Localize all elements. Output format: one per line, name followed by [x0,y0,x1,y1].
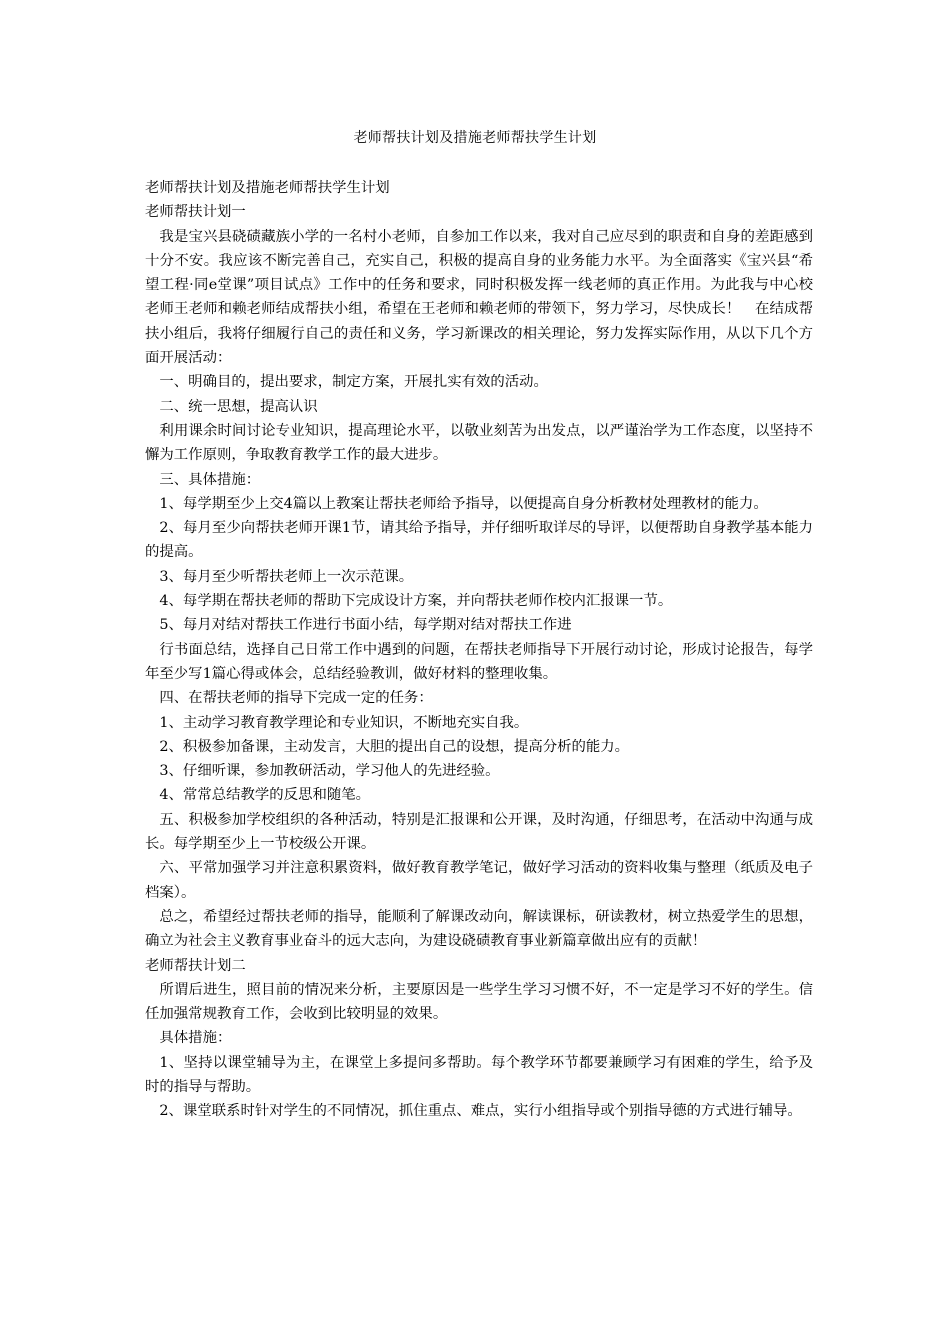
body-paragraph: 五、积极参加学校组织的各种活动，特别是汇报课和公开课，及时沟通，仔细思考，在活动中沟通与成长。每学期至少上一节校级公开课。 [145,811,813,853]
body-paragraph: 2、积极参加备课，主动发言，大胆的提出自己的设想，提高分析的能力。 [159,738,630,755]
body-paragraph: 3、每月至少听帮扶老师上一次示范课。 [159,568,414,585]
body-paragraph: 具体措施： [159,1030,232,1047]
body-paragraph: 六、平常加强学习并注意积累资料，做好教育教学笔记，做好学习活动的资料收集与整理（纸质及电子档案）。 [145,860,813,901]
body-paragraph: 所谓后进生，照目前的情况来分析，主要原因是一些学生学习习惯不好，不一定是学习不好的学生。信任加强常规教育工作，会收到比较明显的效果。 [145,981,813,1023]
section-heading: 老师帮扶计划一 [145,204,246,221]
body-paragraph: 利用课余时间讨论专业知识，提高理论水平，以敬业刻苦为出发点，以严谨治学为工作态度，以坚持不懈为工作原则，争取教育教学工作的最大进步。 [145,422,813,464]
body-paragraph: 我是宝兴县硗碛藏族小学的一名村小老师，自参加工作以来，我对自己应尽到的职责和自身的差距感到十分不安。我应该不断完善自己，充实自己，积极的提高自身的业务能力水平。为全面落实《宝兴县“希望工程·同e堂课”项目试点》工作中的任务和要求，同时积极发挥一线老师的真正作用。为此我与中心校老师王老师和赖老师结成帮扶小组，希望在王老师和赖老师的带领下，努力学习，尽快成长！ 在结成帮扶小组后，我将仔细履行自己的责任和义务，学习新课改的相关理论，努力发挥实际作用，从以下几个方面开展活动： [145,228,813,367]
body-paragraph: 四、在帮扶老师的指导下完成一定的任务： [159,690,433,707]
body-paragraph: 2、每月至少向帮扶老师开课1节，请其给予指导，并仔细听取详尽的导评，以便帮助自身教学基本能力的提高。 [145,520,813,561]
body-paragraph: 4、常常总结教学的反思和随笔。 [159,787,371,804]
section-heading: 老师帮扶计划二 [145,957,246,974]
document-body [145,176,813,1124]
section-heading: 老师帮扶计划及措施老师帮扶学生计划 [145,180,390,196]
body-paragraph: 1、每学期至少上交4篇以上教案让帮扶老师给予指导，以便提高自身分析教材处理教材的能力。 [159,495,768,512]
body-paragraph: 总之，希望经过帮扶老师的指导，能顺利了解课改动向，解读课标，研读教材，树立热爱学生的思想，确立为社会主义教育事业奋斗的远大志向，为建设硗碛教育事业新篇章做出应有的贡献！ [145,908,813,950]
body-paragraph: 4、每学期在帮扶老师的帮助下完成设计方案，并向帮扶老师作校内汇报课一节。 [159,593,673,610]
body-paragraph: 行书面总结，选择自己日常工作中遇到的问题，在帮扶老师指导下开展行动讨论，形成讨论报告，每学年至少写1篇心得或体会，总结经验教训，做好材料的整理收集。 [145,641,813,682]
body-paragraph: 1、坚持以课堂辅导为主，在课堂上多提问多帮助。每个教学环节都要兼顾学习有困难的学生，给予及时的指导与帮助。 [145,1054,813,1095]
body-paragraph: 2、课堂联系时针对学生的不同情况，抓住重点、难点，实行小组指导或个别指导德的方式进行辅导。 [159,1103,802,1120]
body-paragraph: 一、明确目的，提出要求，制定方案，开展扎实有效的活动。 [159,374,548,391]
body-paragraph: 三、具体措施： [159,471,261,488]
body-paragraph: 二、统一思想，提高认识 [159,398,318,415]
document-title: 老师帮扶计划及措施老师帮扶学生计划 [353,130,597,146]
body-paragraph: 5、每月对结对帮扶工作进行书面小结，每学期对结对帮扶工作进 [159,617,572,634]
body-paragraph: 3、仔细听课，参加教研活动，学习他人的先进经验。 [159,763,500,780]
body-paragraph: 1、主动学习教育教学理论和专业知识，不断地充实自我。 [159,714,529,731]
